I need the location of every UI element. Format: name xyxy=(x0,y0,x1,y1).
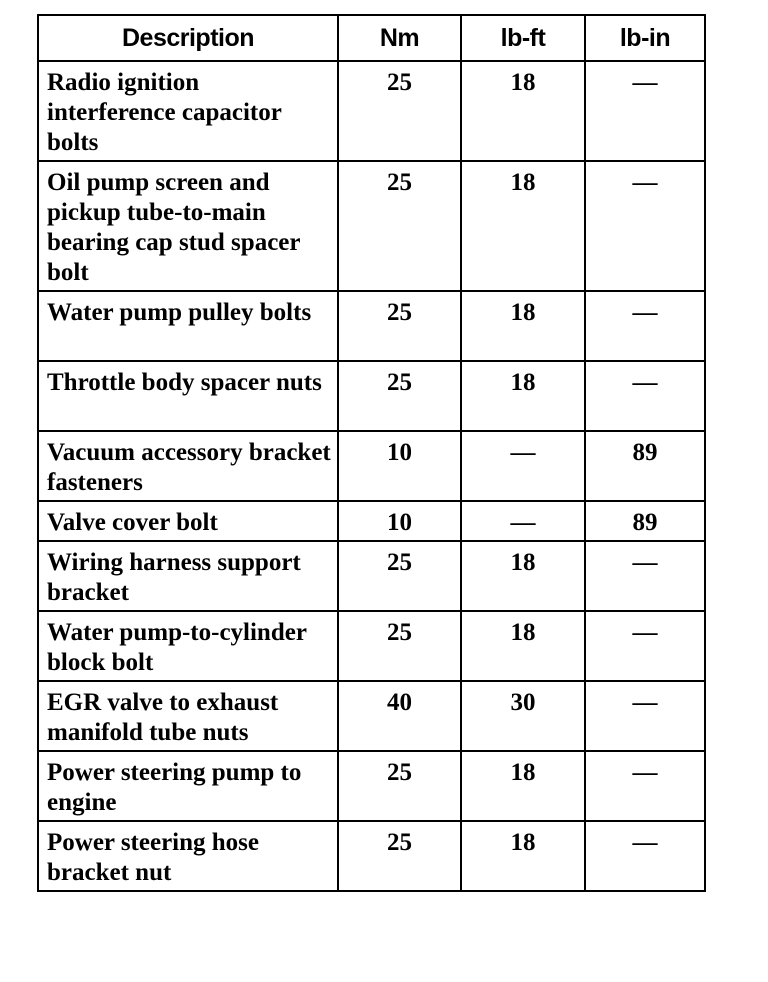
cell-nm: 10 xyxy=(338,431,461,501)
header-description: Description xyxy=(38,15,338,61)
cell-description: Water pump-to-cylinder block bolt xyxy=(38,611,338,681)
cell-nm: 25 xyxy=(338,541,461,611)
cell-description: Valve cover bolt xyxy=(38,501,338,541)
table-row xyxy=(38,751,705,821)
cell-lb-in: — xyxy=(585,291,705,361)
cell-lb-in: — xyxy=(585,161,705,291)
cell-lb-in: — xyxy=(585,751,705,821)
cell-lb-in: — xyxy=(585,821,705,891)
cell-nm: 25 xyxy=(338,61,461,161)
table-row xyxy=(38,161,705,291)
cell-description: Power steering pump to engine xyxy=(38,751,338,821)
table-row xyxy=(38,291,705,361)
table-row xyxy=(38,681,705,751)
cell-nm: 10 xyxy=(338,501,461,541)
cell-lb-ft: 30 xyxy=(461,681,585,751)
cell-description: Oil pump screen and pickup tube-to-main bearing cap stud spacer bolt xyxy=(38,161,338,291)
cell-lb-ft: 18 xyxy=(461,821,585,891)
cell-nm: 25 xyxy=(338,361,461,431)
cell-lb-ft: 18 xyxy=(461,291,585,361)
cell-description: Power steering hose bracket nut xyxy=(38,821,338,891)
cell-nm: 25 xyxy=(338,611,461,681)
cell-lb-in: 89 xyxy=(585,501,705,541)
cell-description: Throttle body spacer nuts xyxy=(38,361,338,431)
torque-specifications-table xyxy=(37,14,706,892)
cell-nm: 40 xyxy=(338,681,461,751)
cell-lb-ft: 18 xyxy=(461,611,585,681)
cell-nm: 25 xyxy=(338,161,461,291)
table-row xyxy=(38,821,705,891)
cell-nm: 25 xyxy=(338,751,461,821)
table-row xyxy=(38,431,705,501)
table-body xyxy=(38,61,705,891)
table-row xyxy=(38,501,705,541)
cell-lb-in: — xyxy=(585,61,705,161)
cell-description: Vacuum accessory bracket fasteners xyxy=(38,431,338,501)
cell-lb-ft: 18 xyxy=(461,541,585,611)
cell-lb-ft: — xyxy=(461,501,585,541)
cell-nm: 25 xyxy=(338,291,461,361)
cell-description: EGR valve to exhaust manifold tube nuts xyxy=(38,681,338,751)
table-row xyxy=(38,611,705,681)
table-row xyxy=(38,361,705,431)
header-lb-ft: lb-ft xyxy=(461,15,585,61)
header-row xyxy=(38,15,705,61)
table-header xyxy=(38,15,705,61)
table-row xyxy=(38,61,705,161)
cell-lb-ft: 18 xyxy=(461,61,585,161)
cell-lb-ft: 18 xyxy=(461,751,585,821)
cell-description: Water pump pulley bolts xyxy=(38,291,338,361)
cell-description: Wiring harness support bracket xyxy=(38,541,338,611)
cell-lb-in: — xyxy=(585,361,705,431)
cell-nm: 25 xyxy=(338,821,461,891)
cell-lb-in: — xyxy=(585,611,705,681)
header-nm: Nm xyxy=(338,15,461,61)
table-row xyxy=(38,541,705,611)
cell-lb-ft: — xyxy=(461,431,585,501)
cell-lb-in: — xyxy=(585,541,705,611)
cell-lb-ft: 18 xyxy=(461,161,585,291)
cell-description: Radio ignition interference capacitor bolts xyxy=(38,61,338,161)
cell-lb-ft: 18 xyxy=(461,361,585,431)
cell-lb-in: — xyxy=(585,681,705,751)
cell-lb-in: 89 xyxy=(585,431,705,501)
header-lb-in: lb-in xyxy=(585,15,705,61)
